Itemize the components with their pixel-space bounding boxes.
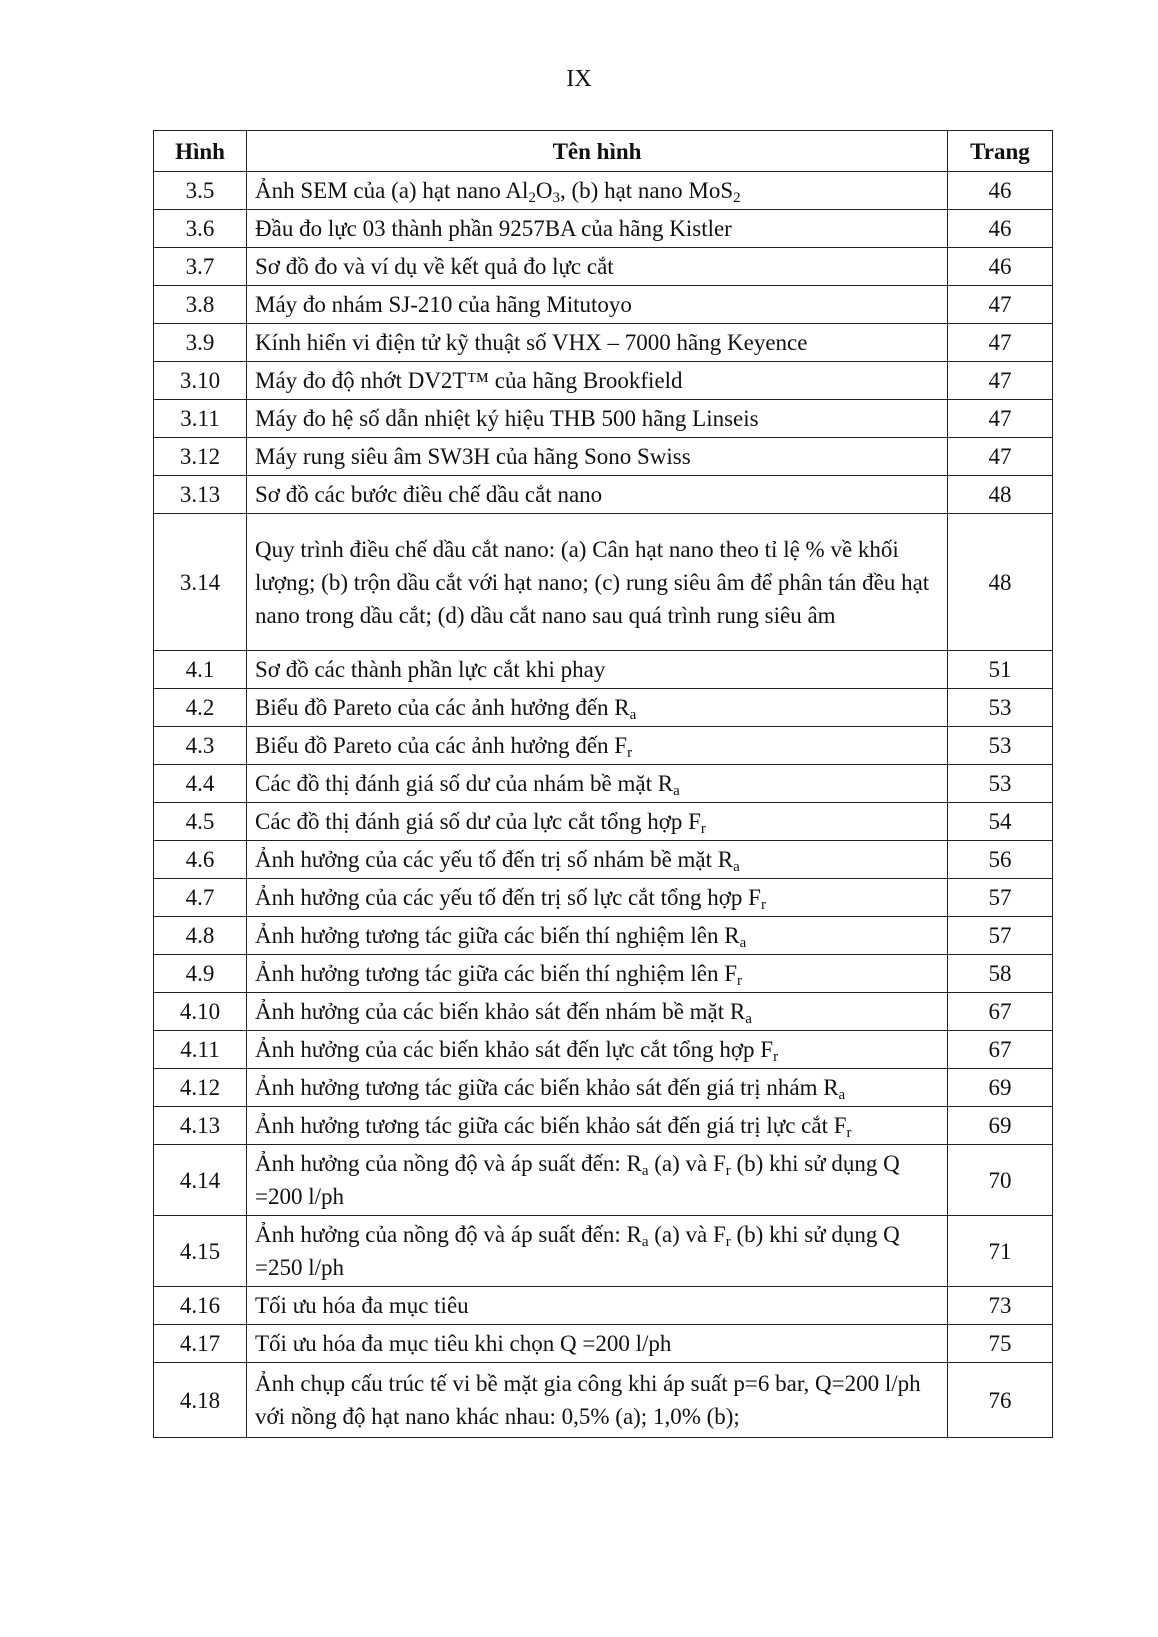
table-row xyxy=(154,210,1053,248)
figure-page: 67 xyxy=(948,1031,1053,1069)
subscript: 3 xyxy=(552,190,561,206)
figure-number: 4.1 xyxy=(154,651,247,689)
subscript: r xyxy=(760,897,766,913)
figure-number: 4.3 xyxy=(154,727,247,765)
figure-number: 4.16 xyxy=(154,1287,247,1325)
list-of-figures-table xyxy=(153,130,1053,1438)
subscript: r xyxy=(846,1125,852,1141)
header-figure-title: Tên hình xyxy=(247,131,948,172)
figure-title: Máy đo nhám SJ-210 của hãng Mitutoyo xyxy=(247,286,948,324)
figure-page: 73 xyxy=(948,1287,1053,1325)
figure-number: 4.15 xyxy=(154,1216,247,1287)
figure-title: Ảnh hưởng của các yếu tố đến trị số lực cắt tổng hợp $F_r$ xyxy=(247,879,948,917)
figure-page: 53 xyxy=(948,765,1053,803)
figure-title: Máy đo hệ số dẫn nhiệt ký hiệu THB 500 hãng Linseis xyxy=(247,400,948,438)
table-row xyxy=(154,1216,1053,1287)
figure-number: 3.8 xyxy=(154,286,247,324)
figure-title: Ảnh hưởng của các biến khảo sát đến lực cắt tổng hợp $F_r$ xyxy=(247,1031,948,1069)
figure-page: 47 xyxy=(948,400,1053,438)
figure-number: 4.14 xyxy=(154,1145,247,1216)
figure-page: 76 xyxy=(948,1363,1053,1438)
subscript: 2 xyxy=(733,190,741,206)
table-row xyxy=(154,476,1053,514)
figure-title: Tối ưu hóa đa mục tiêu khi chọn Q =200 l/ph xyxy=(247,1325,948,1363)
figure-number: 3.13 xyxy=(154,476,247,514)
figure-title: Biểu đồ Pareto của các ảnh hưởng đến $F_r$ xyxy=(247,727,948,765)
table-row xyxy=(154,1031,1053,1069)
table-row xyxy=(154,248,1053,286)
figure-title: Biểu đồ Pareto của các ảnh hưởng đến $R_a$ xyxy=(247,689,948,727)
figure-title: Ảnh hưởng tương tác giữa các biến thí nghiệm lên $R_a$ xyxy=(247,917,948,955)
figure-title: Ảnh chụp cấu trúc tế vi bề mặt gia công khi áp suất p=6 bar, Q=200 l/ph với nồng độ hạt nano khác nhau: 0,5% (a); 1,0% (b); xyxy=(247,1363,948,1438)
figure-title: Các đồ thị đánh giá số dư của nhám bề mặt $R_a$ xyxy=(247,765,948,803)
figure-title: Ảnh hưởng tương tác giữa các biến khảo sát đến giá trị nhám $R_a$ xyxy=(247,1069,948,1107)
table-row xyxy=(154,803,1053,841)
table-row xyxy=(154,362,1053,400)
table-row xyxy=(154,917,1053,955)
table-row xyxy=(154,1363,1053,1438)
figure-page: 48 xyxy=(948,514,1053,651)
figure-page: 53 xyxy=(948,689,1053,727)
subscript: a xyxy=(641,1163,649,1179)
table-row xyxy=(154,1145,1053,1216)
figure-number: 4.17 xyxy=(154,1325,247,1363)
figure-title: Ảnh hưởng của các yếu tố đến trị số nhám bề mặt $R_a$ xyxy=(247,841,948,879)
figure-title: Ảnh hưởng của các biến khảo sát đến nhám bề mặt $R_a$ xyxy=(247,993,948,1031)
figure-page: 70 xyxy=(948,1145,1053,1216)
figure-title: Đầu đo lực 03 thành phần 9257BA của hãng Kistler xyxy=(247,210,948,248)
figure-title: Máy rung siêu âm SW3H của hãng Sono Swiss xyxy=(247,438,948,476)
table-row xyxy=(154,879,1053,917)
figure-number: 4.8 xyxy=(154,917,247,955)
subscript: a xyxy=(673,783,680,799)
subscript: a xyxy=(641,1234,649,1250)
figure-page: 47 xyxy=(948,362,1053,400)
figure-title: Máy đo độ nhớt DV2T™ của hãng Brookfield xyxy=(247,362,948,400)
table-row xyxy=(154,955,1053,993)
header-figure-number: Hình xyxy=(154,131,247,172)
subscript: a xyxy=(838,1087,846,1103)
figure-number: 3.9 xyxy=(154,324,247,362)
figure-title: Sơ đồ đo và ví dụ về kết quả đo lực cắt xyxy=(247,248,948,286)
subscript: a xyxy=(629,707,637,723)
figure-page: 54 xyxy=(948,803,1053,841)
figure-number: 3.11 xyxy=(154,400,247,438)
figure-page: 46 xyxy=(948,210,1053,248)
figure-page: 53 xyxy=(948,727,1053,765)
figure-page: 47 xyxy=(948,438,1053,476)
figure-number: 3.7 xyxy=(154,248,247,286)
figure-number: 3.5 xyxy=(154,172,247,210)
figure-title: Ảnh hưởng của nồng độ và áp suất đến: $R_a$ (a) và $F_r$ (b) khi sử dụng Q =250 l/ph xyxy=(247,1216,948,1287)
figure-page: 57 xyxy=(948,879,1053,917)
figure-number: 4.7 xyxy=(154,879,247,917)
table-row xyxy=(154,1287,1053,1325)
figure-title: Sơ đồ các bước điều chế dầu cắt nano xyxy=(247,476,948,514)
table-row xyxy=(154,689,1053,727)
table-row xyxy=(154,765,1053,803)
table-header-row xyxy=(154,131,1053,172)
subscript: r xyxy=(725,1163,731,1179)
table-row xyxy=(154,400,1053,438)
table-row xyxy=(154,438,1053,476)
table-row xyxy=(154,514,1053,651)
table-row xyxy=(154,286,1053,324)
subscript: r xyxy=(773,1049,779,1065)
figure-page: 69 xyxy=(948,1107,1053,1145)
subscript: 2 xyxy=(528,190,536,206)
table-row xyxy=(154,1107,1053,1145)
figure-page: 48 xyxy=(948,476,1053,514)
subscript: r xyxy=(700,821,706,837)
subscript: r xyxy=(725,1234,731,1250)
figure-number: 4.4 xyxy=(154,765,247,803)
figure-title: Các đồ thị đánh giá số dư của lực cắt tổng hợp $F_r$ xyxy=(247,803,948,841)
page-number: IX xyxy=(566,66,592,92)
table-row xyxy=(154,651,1053,689)
subscript: a xyxy=(745,1011,752,1027)
figure-number: 3.10 xyxy=(154,362,247,400)
figure-page: 46 xyxy=(948,172,1053,210)
figure-page: 67 xyxy=(948,993,1053,1031)
figure-number: 4.5 xyxy=(154,803,247,841)
figure-number: 4.13 xyxy=(154,1107,247,1145)
table-row xyxy=(154,993,1053,1031)
subscript: a xyxy=(739,935,747,951)
figure-page: 46 xyxy=(948,248,1053,286)
figure-title: Tối ưu hóa đa mục tiêu xyxy=(247,1287,948,1325)
figure-number: 4.2 xyxy=(154,689,247,727)
table-row xyxy=(154,1325,1053,1363)
figure-number: 4.18 xyxy=(154,1363,247,1438)
figure-title: Ảnh SEM của (a) hạt nano $Al_2O_3$, (b) hạt nano MoS$_2$ xyxy=(247,172,948,210)
figure-page: 51 xyxy=(948,651,1053,689)
figure-title: Ảnh hưởng của nồng độ và áp suất đến: $R_a$ (a) và $F_r$ (b) khi sử dụng Q =200 l/ph xyxy=(247,1145,948,1216)
figure-title: Ảnh hưởng tương tác giữa các biến thí nghiệm lên $F_r$ xyxy=(247,955,948,993)
figure-page: 47 xyxy=(948,286,1053,324)
figure-number: 3.14 xyxy=(154,514,247,651)
figure-page: 69 xyxy=(948,1069,1053,1107)
figure-number: 4.11 xyxy=(154,1031,247,1069)
table-row xyxy=(154,727,1053,765)
header-page: Trang xyxy=(948,131,1053,172)
subscript: r xyxy=(737,973,743,989)
figure-title: Quy trình điều chế dầu cắt nano: (a) Cân hạt nano theo tỉ lệ % về khối lượng; (b) trộn dầu cắt với hạt nano; (c) rung siêu âm để phân tán đều hạt nano trong dầu cắt; (d) dầu cắt nano sau quá trình rung siêu âm xyxy=(247,514,948,651)
figure-number: 4.6 xyxy=(154,841,247,879)
figure-number: 4.10 xyxy=(154,993,247,1031)
figure-page: 56 xyxy=(948,841,1053,879)
figure-number: 4.12 xyxy=(154,1069,247,1107)
figure-title: Kính hiển vi điện tử kỹ thuật số VHX – 7000 hãng Keyence xyxy=(247,324,948,362)
table-row xyxy=(154,324,1053,362)
figure-page: 75 xyxy=(948,1325,1053,1363)
table-row xyxy=(154,1069,1053,1107)
table-row xyxy=(154,172,1053,210)
table-row xyxy=(154,841,1053,879)
figure-page: 57 xyxy=(948,917,1053,955)
figure-number: 3.6 xyxy=(154,210,247,248)
subscript: a xyxy=(733,859,740,875)
figure-title: Ảnh hưởng tương tác giữa các biến khảo sát đến giá trị lực cắt $F_r$ xyxy=(247,1107,948,1145)
subscript: r xyxy=(627,745,633,761)
figure-title: Sơ đồ các thành phần lực cắt khi phay xyxy=(247,651,948,689)
figure-page: 47 xyxy=(948,324,1053,362)
figure-page: 71 xyxy=(948,1216,1053,1287)
figure-number: 4.9 xyxy=(154,955,247,993)
figure-number: 3.12 xyxy=(154,438,247,476)
figure-page: 58 xyxy=(948,955,1053,993)
